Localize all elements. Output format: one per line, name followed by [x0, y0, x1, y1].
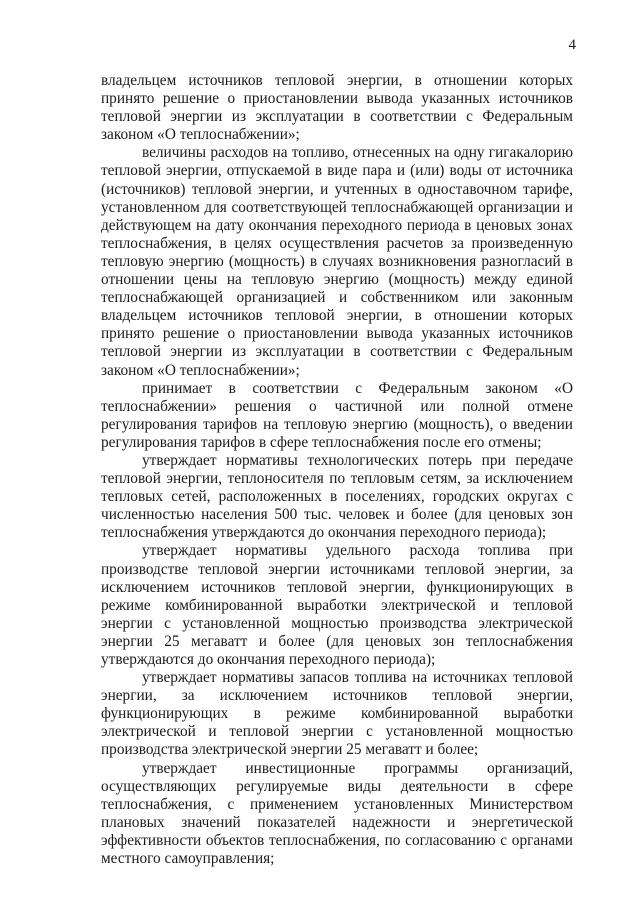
paragraph: принимает в соответствии с Федеральным законом «О теплоснабжении» решения о частичной или полной отмене регулирования тарифов на тепловую энергию (мощность), о введении регулирования тарифов в сфере теплоснабжения после его отмены;: [101, 379, 573, 451]
document-body: [101, 72, 573, 868]
paragraph: утверждает нормативы удельного расхода топлива при производстве тепловой энергии источниками тепловой энергии, за исключением источников тепловой энергии, функционирующих в режиме комбинированной выработки электрической и тепловой энергии с установленной мощностью производства электрической энергии 25 мегаватт и более (для ценовых зон теплоснабжения утверждаются до окончания переходного периода);: [101, 542, 573, 668]
paragraph: утверждает нормативы запасов топлива на источниках тепловой энергии, за исключением источников тепловой энергии, функционирующих в режиме комбинированной выработки электрической и тепловой энергии с установленной мощностью производства электрической энергии 25 мегаватт и более;: [101, 669, 573, 759]
paragraph: утверждает инвестиционные программы организаций, осуществляющих регулируемые виды деятельности в сфере теплоснабжения, с применением установленных Министерством плановых значений показателей надежности и энергетической эффективности объектов теплоснабжения, по согласованию с органами местного самоуправления;: [101, 759, 573, 868]
paragraph: владельцем источников тепловой энергии, в отношении которых принято решение о приостановлении вывода указанных источников тепловой энергии из эксплуатации в соответствии с Федеральным законом «О теплоснабжении»;: [101, 72, 573, 144]
page-number: 4: [568, 37, 576, 53]
paragraph: величины расходов на топливо, отнесенных на одну гигакалорию тепловой энергии, отпускаемой в виде пара и (или) воды от источника (источников) тепловой энергии, и учтенных в одноставочном тарифе, установленном для соответствующей теплоснабжающей организации и действующем на дату окончания переходного периода в ценовых зонах теплоснабжения, в целях осуществления расчетов за произведенную тепловую энергию (мощность) в случаях возникновения разногласий в отношении цены на тепловую энергию (мощность) между единой теплоснабжающей организацией и собственником или законным владельцем источников тепловой энергии, в отношении которых принято решение о приостановлении вывода указанных источников тепловой энергии из эксплуатации в соответствии с Федеральным законом «О теплоснабжении»;: [101, 144, 573, 379]
paragraph: утверждает нормативы технологических потерь при передаче тепловой энергии, теплоносителя по тепловым сетям, за исключением тепловых сетей, расположенных в поселениях, городских округах с численностью населения 500 тыс. человек и более (для ценовых зон теплоснабжения утверждаются до окончания переходного периода);: [101, 451, 573, 542]
